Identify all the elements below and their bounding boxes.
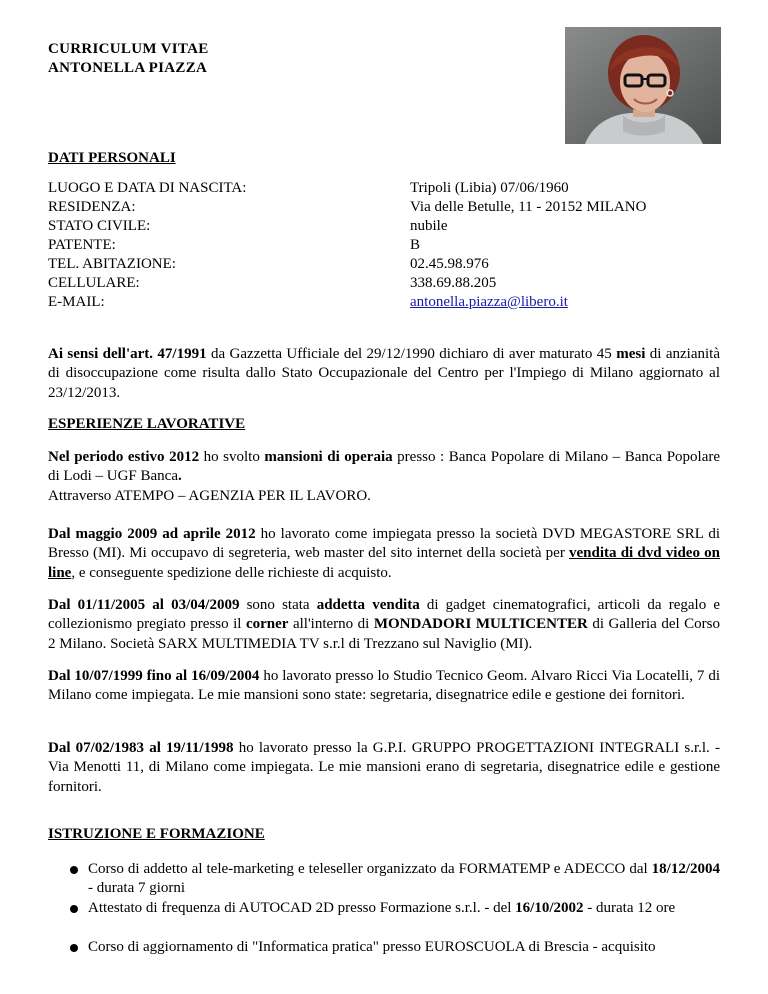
item-text: - durata 12 ore: [583, 900, 676, 916]
entry-text: presso : Banca Popolare di Milano – Banca Popolare di Lodi – UGF Banca: [48, 449, 721, 485]
entry-text: ho svolto: [199, 449, 265, 465]
label-residence: RESIDENZA:: [48, 199, 136, 215]
statement-text-1: da Gazzetta Ufficiale del 29/12/1990 dichiaro di aver maturato 45: [206, 346, 617, 362]
value-license: B: [410, 237, 421, 253]
experience-entry-5: [48, 739, 720, 797]
entry-period-mark: .: [177, 468, 182, 485]
education-item-3: [88, 938, 720, 957]
email-link[interactable]: antonella.piazza@libero.it: [410, 294, 568, 310]
entry-highlight: vendita di dvd video on line: [48, 545, 720, 581]
candidate-name: ANTONELLA PIAZZA: [48, 60, 208, 76]
entry-text: ho lavorato presso la G.P.I. GRUPPO PROGETTAZIONI INTEGRALI s.r.l. - Via Menotti 11, di Milano come impiegata. Le mie mansioni erano di segretaria, disegnatrice edile e gestione fornitori.: [48, 740, 720, 795]
document-title: CURRICULUM VITAE: [48, 41, 209, 57]
entry-period: Dal 07/02/1983 al 19/11/1998: [48, 740, 234, 756]
experience-entry-2: [48, 525, 720, 583]
statement-months: mesi: [616, 346, 646, 362]
entry-text: ho lavorato presso lo Studio Tecnico Geom. Alvaro Ricci Via Locatelli, 7 di Milano come impiegata. Le mie mansioni sono state: segretaria, disegnatrice edile e gestione dei fornitori.: [48, 668, 720, 704]
label-mobile: CELLULARE:: [48, 275, 140, 291]
value-mobile: 338.69.88.205: [410, 275, 497, 291]
profile-photo: [565, 27, 721, 144]
bullet-icon: [70, 866, 78, 874]
entry-corner: corner: [245, 616, 289, 633]
value-residence: Via delle Betulle, 11 - 20152 MILANO: [410, 199, 647, 215]
value-birth: Tripoli (Libia) 07/06/1960: [410, 180, 569, 196]
label-license: PATENTE:: [48, 237, 116, 253]
item-date: 16/10/2002: [515, 900, 584, 916]
entry-text: , e conseguente spedizione delle richieste di acquisto.: [71, 564, 392, 581]
entry-text: di Galleria del Corso 2 Milano. Società SARX MULTIMEDIA TV s.r.l di Trezzano sul Naviglio (MI).: [48, 616, 720, 652]
item-text: Attestato di frequenza di AUTOCAD 2D presso Formazione s.r.l. - del: [88, 900, 516, 916]
experience-entry-1: [48, 448, 720, 506]
entry-role: addetta vendita: [316, 597, 420, 613]
statement-text-2: di anzianità di disoccupazione come risulta dallo Stato Occupazionale del Centro per l'Impiego di Milano aggiornato al 23/12/2013.: [48, 346, 720, 401]
label-marital-status: STATO CIVILE:: [48, 218, 151, 234]
statement-law-ref: Ai sensi dell'art. 47/1991: [48, 346, 207, 362]
experience-entry-4: [48, 667, 720, 706]
entry-text: sono stata: [239, 597, 317, 613]
entry-store: MONDADORI MULTICENTER: [373, 616, 588, 633]
label-birth: LUOGO E DATA DI NASCITA:: [48, 180, 247, 196]
bullet-icon: [70, 944, 78, 952]
entry-role: mansioni di operaia: [264, 449, 393, 465]
entry-period: Dal 01/11/2005 al 03/04/2009: [48, 597, 240, 613]
entry-agency: Attraverso ATEMPO – AGENZIA PER IL LAVORO.: [48, 487, 371, 504]
value-marital-status: nubile: [410, 218, 448, 234]
education-item-1: [88, 860, 720, 899]
item-text: Corso di aggiornamento di "Informatica pratica" presso EUROSCUOLA di Brescia - acquisito: [88, 939, 656, 955]
unemployment-statement: [48, 345, 720, 403]
entry-text: all'interno di: [288, 616, 374, 633]
label-home-phone: TEL. ABITAZIONE:: [48, 256, 176, 272]
value-email: [410, 294, 568, 311]
experience-entry-3: [48, 596, 720, 654]
entry-period: Nel periodo estivo 2012: [48, 449, 200, 465]
entry-period: Dal 10/07/1999 fino al 16/09/2004: [48, 668, 260, 684]
section-heading-education: ISTRUZIONE E FORMAZIONE: [48, 826, 265, 842]
label-email: E-MAIL:: [48, 294, 105, 310]
entry-text: ho lavorato come impiegata presso la società DVD MEGASTORE SRL di Bresso (MI). Mi occupavo di segreteria, web master del sito internet della società per: [48, 526, 720, 562]
value-home-phone: 02.45.98.976: [410, 256, 489, 272]
item-date: 18/12/2004: [651, 861, 720, 877]
entry-period: Dal maggio 2009 ad aprile 2012: [48, 526, 256, 542]
section-heading-personal-data: DATI PERSONALI: [48, 150, 176, 166]
item-text: - durata 7 giorni: [88, 880, 186, 897]
section-heading-work-experience: ESPERIENZE LAVORATIVE: [48, 416, 246, 432]
item-text: Corso di addetto al tele-marketing e teleseller organizzato da FORMATEMP e ADECCO dal: [88, 861, 652, 877]
bullet-icon: [70, 905, 78, 913]
education-item-2: [88, 899, 720, 918]
entry-text: di gadget cinematografici, articoli da regalo e collezionismo pregiato presso il: [48, 597, 721, 633]
